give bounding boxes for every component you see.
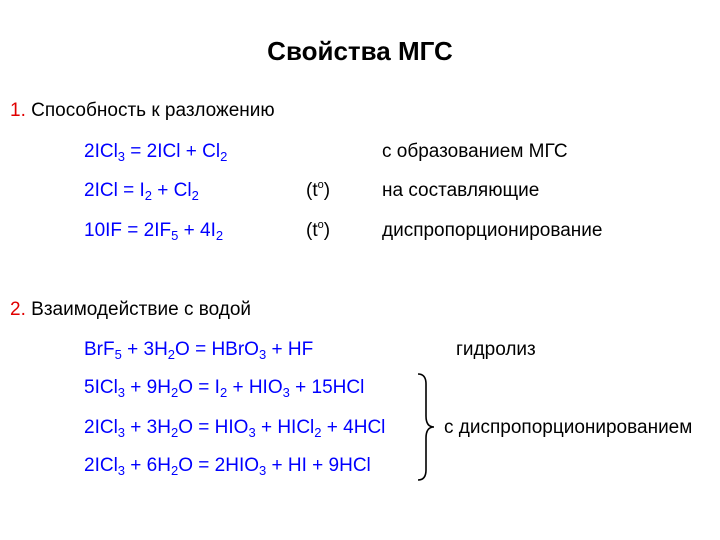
equation-2-2 xyxy=(84,377,364,399)
formula-text: + Cl xyxy=(151,180,192,201)
subscript: 2 xyxy=(314,425,322,440)
subscript: 2 xyxy=(191,188,199,203)
formula-text: 10IF = 2IF xyxy=(84,220,172,241)
formula-text: + 4HCl xyxy=(321,417,386,438)
formula-text: O = I xyxy=(178,377,220,398)
curly-brace-icon xyxy=(416,372,436,482)
equation-2-4 xyxy=(84,455,371,477)
formula-text: + 6H xyxy=(125,455,171,476)
formula-text: 2ICl xyxy=(84,455,118,476)
formula-text: 2ICl xyxy=(84,417,118,438)
equation-2-3 xyxy=(84,417,385,439)
subscript: 2 xyxy=(220,149,228,164)
section-2-heading xyxy=(10,299,251,321)
section-1-title: Способность к разложению xyxy=(31,100,275,121)
note-1-1: с образованием МГС xyxy=(382,141,568,162)
subscript: 2 xyxy=(170,425,179,440)
subscript: 2 xyxy=(219,385,228,400)
subscript: 2 xyxy=(167,347,176,362)
formula-text: + HI + 9HCl xyxy=(266,455,371,476)
formula-text: + 3H xyxy=(121,339,168,360)
note-1-2: на составляющие xyxy=(382,180,540,201)
formula-text: = 2ICl + Cl xyxy=(125,141,221,162)
section-2-number: 2. xyxy=(10,299,26,320)
subscript: 3 xyxy=(248,425,256,440)
note-2-1: гидролиз xyxy=(456,339,536,360)
subscript: 2 xyxy=(215,228,224,243)
formula-text: + 4I xyxy=(178,220,216,241)
subscript: 3 xyxy=(117,463,126,478)
formula-text: O = 2HIO xyxy=(178,455,259,476)
formula-text: + 3H xyxy=(125,417,171,438)
subscript: 3 xyxy=(258,347,267,362)
formula-text: 2ICl = I xyxy=(84,180,145,201)
formula-text: O = HBrO xyxy=(175,339,259,360)
condition-1-3: $(t^o)$ xyxy=(306,219,331,241)
group-note: с диспропорционированием xyxy=(444,417,693,438)
section-1-heading xyxy=(10,100,275,122)
formula-text: + 15HCl xyxy=(289,377,365,398)
subscript: 3 xyxy=(282,385,290,400)
formula-text: O = HIO xyxy=(178,417,249,438)
section-2-title: Взаимодействие с водой xyxy=(31,299,252,320)
note-1-3: диспропорционирование xyxy=(382,220,603,241)
subscript: 2 xyxy=(144,188,152,203)
subscript: 2 xyxy=(170,463,179,478)
section-1-number: 1. xyxy=(10,100,26,121)
formula-text: + HF xyxy=(266,339,314,360)
equation-2-1 xyxy=(84,339,313,361)
subscript: 2 xyxy=(170,385,179,400)
formula-text: BrF xyxy=(84,339,115,360)
page-title: Свойства МГС xyxy=(267,36,453,66)
formula-text: 2ICl xyxy=(84,141,118,162)
subscript: 5 xyxy=(114,347,122,362)
condition-1-2: $(t^o)$ xyxy=(306,179,331,201)
equation-1-2 xyxy=(84,180,199,202)
subscript: 3 xyxy=(259,463,267,478)
formula-text: 5ICl xyxy=(84,377,118,398)
subscript: 3 xyxy=(117,425,126,440)
subscript: 3 xyxy=(117,149,126,164)
equation-1-3 xyxy=(84,220,223,242)
subscript: 3 xyxy=(117,385,126,400)
formula-text: + HIO xyxy=(227,377,283,398)
equation-1-1 xyxy=(84,141,227,163)
formula-text: + 9H xyxy=(125,377,171,398)
formula-text: + HICl xyxy=(255,417,315,438)
subscript: 5 xyxy=(171,228,179,243)
